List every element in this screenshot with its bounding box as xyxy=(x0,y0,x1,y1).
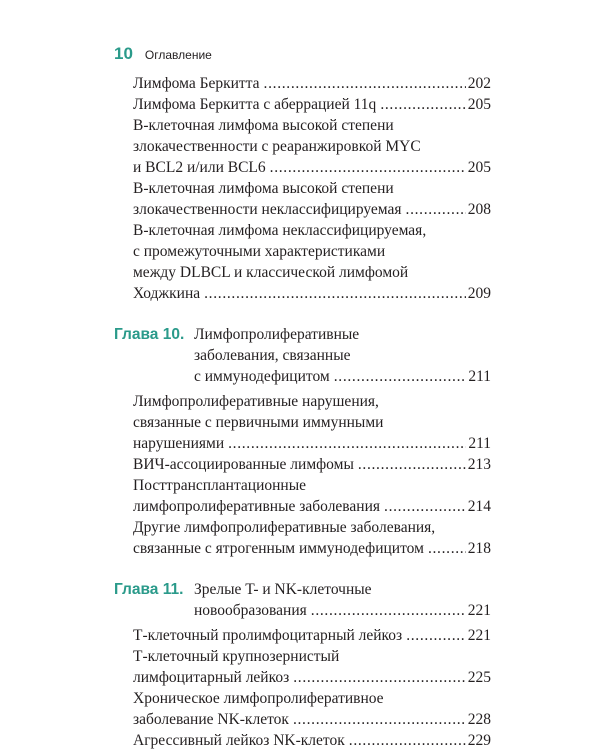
toc-entry-hgbl-nos[interactable] xyxy=(133,199,491,220)
toc-entry-page: 211 xyxy=(468,435,491,452)
toc-entry-page: 202 xyxy=(467,75,491,92)
toc-entry-text: Т-клеточный пролимфоцитарный лейкоз xyxy=(133,627,403,644)
leader-dots xyxy=(270,157,466,178)
chapter-11-title-entry[interactable] xyxy=(194,600,491,621)
toc-entry-text-line: В-клеточная лимфома неклассифицируемая, xyxy=(133,222,427,239)
leader-dots xyxy=(264,73,466,94)
toc-entry-text-line: связанные с первичными иммунными xyxy=(133,414,384,431)
toc-entry-hiv[interactable] xyxy=(133,454,491,475)
toc-entry-page: 213 xyxy=(467,456,491,473)
running-header xyxy=(114,44,212,64)
leader-dots xyxy=(204,283,466,304)
leader-dots xyxy=(293,667,466,688)
leader-dots xyxy=(334,366,467,387)
leader-dots xyxy=(384,496,466,517)
toc-entry-t-lgl[interactable] xyxy=(133,667,491,688)
chapter-page: 211 xyxy=(468,368,491,385)
toc-entry-page: 205 xyxy=(467,159,491,176)
chapter-page: 221 xyxy=(467,602,491,619)
toc-entry-text: Лимфома Беркитта xyxy=(133,75,260,92)
toc-entry-page: 225 xyxy=(467,669,491,686)
leader-dots xyxy=(406,625,466,646)
toc-entry-text-line: между DLBCL и классической лимфомой xyxy=(133,264,409,281)
toc-entry-ank[interactable] xyxy=(133,730,491,751)
chapter-title-line: Лимфопролиферативные xyxy=(194,326,360,343)
leader-dots xyxy=(358,454,466,475)
toc-entry-page: 218 xyxy=(467,540,491,557)
chapter-title-text: с иммунодефицитом xyxy=(194,368,330,385)
toc-entry-text-line: Хроническое лимфопролиферативное xyxy=(133,690,384,707)
toc-entry-text: нарушениями xyxy=(133,435,225,452)
leader-dots xyxy=(428,538,466,559)
toc-entry-text-line: Другие лимфопролиферативные заболевания, xyxy=(133,519,436,536)
chapter-11-label[interactable]: Глава 11. xyxy=(114,581,184,598)
leader-dots xyxy=(380,94,465,115)
running-title: Оглавление xyxy=(144,48,212,62)
toc-entry-page: 221 xyxy=(467,627,491,644)
toc-entry-burkitt[interactable] xyxy=(133,73,491,94)
toc-entry-text: ВИЧ-ассоциированные лимфомы xyxy=(133,456,354,473)
toc-entry-t-pll[interactable] xyxy=(133,625,491,646)
toc-entry-text: Агрессивный лейкоз NK-клеток xyxy=(133,732,345,749)
toc-entry-text: злокачественности неклассифицируемая xyxy=(133,201,402,218)
toc-entry-page: 208 xyxy=(467,201,491,218)
page-number: 10 xyxy=(114,44,133,63)
toc-entry-text: Ходжкина xyxy=(133,285,201,302)
toc-entry-hgbl-myc[interactable] xyxy=(133,157,491,178)
leader-dots xyxy=(293,709,466,730)
leader-dots xyxy=(349,730,466,751)
toc-entry-text-line: Посттрансплантационные xyxy=(133,477,307,494)
chapter-title-line: заболевания, связанные xyxy=(194,347,351,364)
toc-entry-page: 209 xyxy=(467,285,491,302)
toc-entry-text-line: Лимфопролиферативные нарушения, xyxy=(133,393,379,410)
chapter-10-label[interactable]: Глава 10. xyxy=(114,326,185,343)
toc-entry-text-line: В-клеточная лимфома высокой степени xyxy=(133,180,394,197)
toc-entry-page: 214 xyxy=(467,498,491,515)
toc-entry-text-line: злокачественности с реаранжировкой MYC xyxy=(133,138,421,155)
toc-entry-text-line: В-клеточная лимфома высокой степени xyxy=(133,117,394,134)
toc-entry-text-line: Т-клеточный крупнозернистый xyxy=(133,648,340,665)
toc-entry-text: и BCL2 и/или BCL6 xyxy=(133,159,266,176)
toc-entry-page: 228 xyxy=(467,711,491,728)
toc-entry-text-line: с промежуточными характеристиками xyxy=(133,243,386,260)
toc-entry-text: связанные с ятрогенным иммунодефицитом xyxy=(133,540,424,557)
chapter-10-title-entry[interactable] xyxy=(194,366,491,387)
toc-entry-text: лимфоцитарный лейкоз xyxy=(133,669,290,686)
toc-entry-page: 229 xyxy=(467,732,491,749)
toc-entry-text: заболевание NK-клеток xyxy=(133,711,289,728)
chapter-title-line: Зрелые T- и NK-клеточные xyxy=(194,581,372,598)
toc-entry-cld-nk[interactable] xyxy=(133,709,491,730)
toc-entry-bcl-unclassifiable[interactable] xyxy=(133,283,491,304)
toc-entry-page: 205 xyxy=(467,96,491,113)
leader-dots xyxy=(228,433,466,454)
chapter-title-text: новообразования xyxy=(194,602,307,619)
toc-entry-text: Лимфома Беркитта с аберрацией 11q xyxy=(133,96,377,113)
toc-entry-iatrogenic[interactable] xyxy=(133,538,491,559)
leader-dots xyxy=(311,600,466,621)
toc-entry-primary-immune[interactable] xyxy=(133,433,491,454)
toc-entry-text: лимфопролиферативные заболевания xyxy=(133,498,381,515)
toc-entry-burkitt-11q[interactable] xyxy=(133,94,491,115)
leader-dots xyxy=(406,199,466,220)
toc-entry-ptld[interactable] xyxy=(133,496,491,517)
